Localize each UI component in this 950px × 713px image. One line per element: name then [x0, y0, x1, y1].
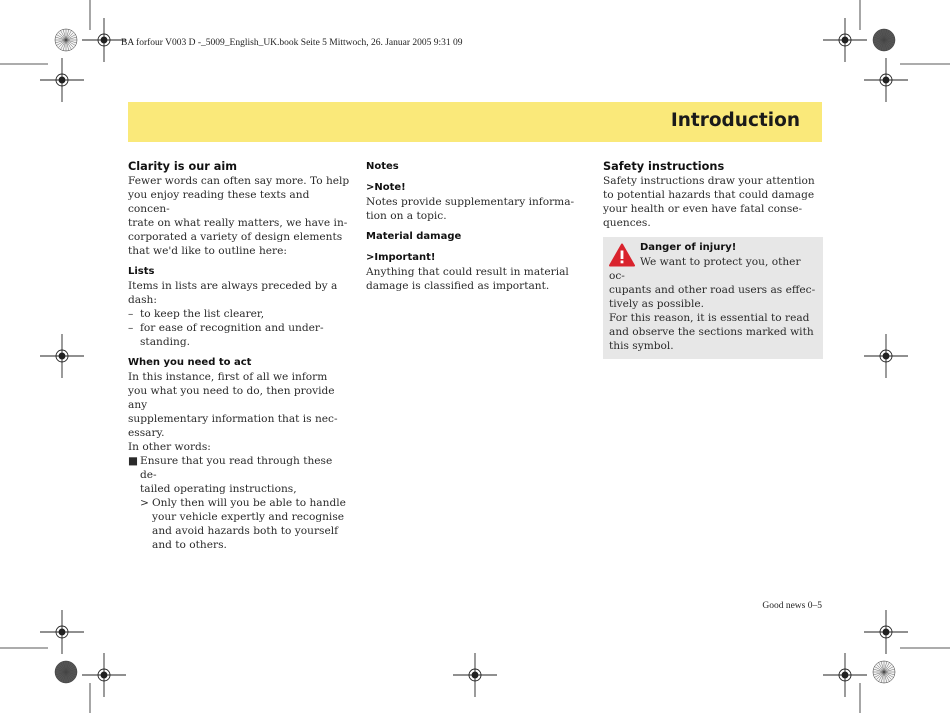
- note-text: Notes provide supplementary informa- tion on a topic.: [366, 196, 575, 222]
- registration-mark: [82, 18, 126, 62]
- warning-title: Danger of injury!: [640, 242, 737, 253]
- result-list: [128, 496, 350, 552]
- column-middle: [366, 160, 580, 293]
- safety-text: Safety instructions draw your attention to potential hazards that could damage your health or even have fatal conse- quences.: [603, 175, 815, 229]
- danger-warning-box: [603, 237, 823, 359]
- list-item: – for ease of recognition and under- standing.: [128, 322, 324, 348]
- registration-mark: [82, 653, 126, 697]
- column-right: [603, 160, 823, 359]
- warning-text: We want to protect you, other oc- cupants and other road users as effec- tively as possible. For this reason, it is essential to read and observe the sections marked with this symbol.: [609, 256, 816, 352]
- note-label: >Note!: [366, 182, 406, 193]
- registration-mark: [453, 653, 497, 697]
- registration-mark: [40, 610, 84, 654]
- notes-heading: Notes: [366, 161, 399, 172]
- safety-heading: Safety instructions: [603, 160, 725, 173]
- registration-mark: [40, 58, 84, 102]
- page-footer: Good news 0–5: [762, 601, 822, 611]
- print-slug: BA forfour V003 D -_5009_English_UK.book Seite 5 Mittwoch, 26. Januar 2005 9:31 09: [121, 38, 463, 48]
- clarity-text: Fewer words can often say more. To help you enjoy reading these texts and concen- trate on what really matters, we have in- corporated a variety of design elements that we'd like to outline here:: [128, 175, 350, 257]
- warning-triangle-icon: [609, 243, 635, 267]
- dash-list: [128, 307, 350, 349]
- registration-mark: [864, 58, 908, 102]
- registration-mark: [823, 18, 867, 62]
- lists-heading: Lists: [128, 266, 155, 277]
- page-title: Introduction: [670, 110, 800, 131]
- important-label: >Important!: [366, 252, 436, 263]
- act-heading: When you need to act: [128, 357, 252, 368]
- clarity-heading: Clarity is our aim: [128, 160, 238, 173]
- lists-text: Items in lists are always preceded by a dash:: [128, 280, 338, 306]
- header-band: [128, 102, 822, 142]
- square-bullet-icon: ■: [128, 455, 139, 467]
- registration-mark: [864, 610, 908, 654]
- act-text: In this instance, first of all we inform you what you need to do, then provide any supplementary information that is nec- essary. In other words:: [128, 371, 338, 453]
- action-list: [128, 454, 350, 496]
- list-item: ■ Ensure that you read through these de- tailed operating instructions,: [128, 455, 333, 495]
- important-text: Anything that could result in material damage is classified as important.: [366, 266, 569, 292]
- list-item: – to keep the list clearer,: [128, 308, 265, 320]
- list-item: > Only then will you be able to handle your vehicle expertly and recognise and avoid hazards both to yourself and to others.: [140, 497, 346, 551]
- material-damage-heading: Material damage: [366, 231, 462, 242]
- registration-mark: [823, 653, 867, 697]
- column-left: [128, 160, 350, 552]
- registration-mark: [40, 334, 84, 378]
- registration-mark: [864, 334, 908, 378]
